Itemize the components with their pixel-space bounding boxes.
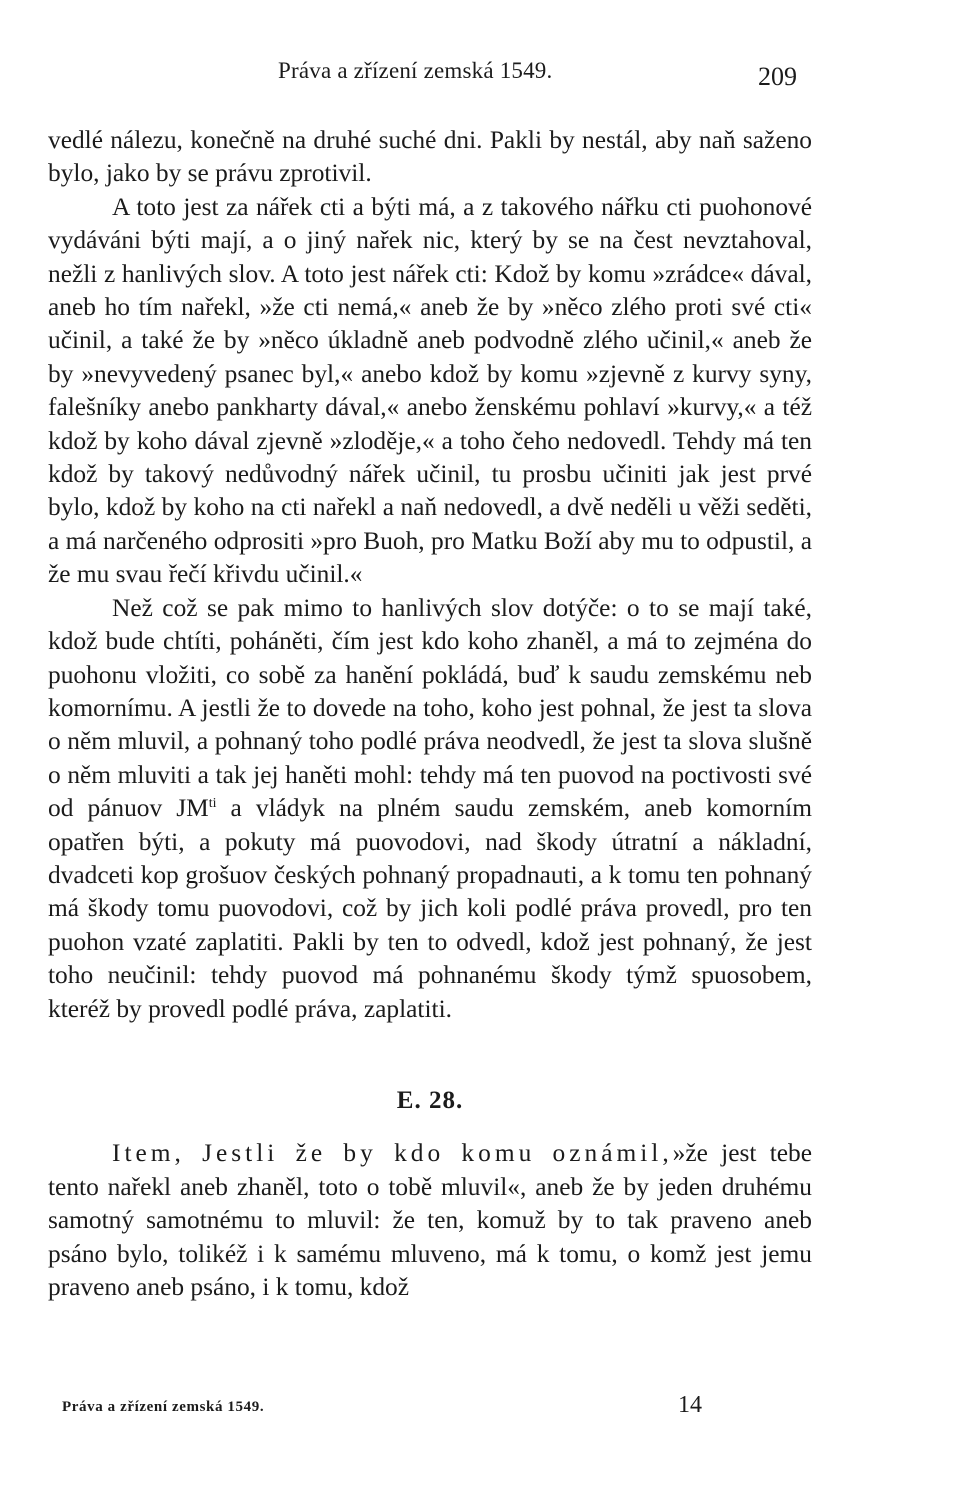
section-heading: E. 28. (396, 1086, 464, 1114)
body-text (48, 124, 812, 1304)
page-footer (0, 1392, 960, 1432)
running-title: Práva a zřízení zemská 1549. (278, 58, 553, 83)
running-head (0, 58, 960, 98)
paragraph-insults-part-1: Než což se pak mimo to hanlivých slov dotýče: o to se mají také, kdož bude chtíti, poháněti, čím jest kdo koho zhaněl, a má to zejména do puohonu vložiti, co sobě za hanění pokládá, buď k saudu zemskému neb komornímu. A jestli že to dovede na toho, koho jest pohnal, že jest ta slova o něm mluvil, a pohnaný toho podlé práva neodvedl, že jest ta slova slušně o něm mluviti a tak jej haněti mohl: tehdy má ten puovod na poctivosti své od pánuov JM (48, 593, 812, 823)
page-number: 209 (758, 62, 797, 91)
spaced-opening-words: Item, Jestli že by kdo komu oznámil, (112, 1139, 673, 1168)
superscript-ti: ti (208, 796, 217, 812)
section-e28-text: »že jest tebe tento nařekl aneb zhaněl, toto o tobě mluvil«, aneb že by jeden druhému samotný samotnému to mluvil: že ten, komuž by to tak praveno aneb psáno bylo, tolikéž i k samému mluveno, má k tomu, o komž jest jemu praveno aneb psáno, i k tomu, kdož (48, 1139, 812, 1301)
paragraph-section-e28 (48, 1137, 812, 1304)
sheet-number: 14 (678, 1392, 702, 1418)
paragraph-insults (48, 592, 812, 1026)
paragraph-continuation: vedlé nálezu, konečně na druhé suché dni. Pakli by nestál, aby naň saženo bylo, jako by se právu zprotivil. (48, 126, 812, 188)
paragraph-insults-part-2: a vládyk na plném saudu zemském, aneb komorním opatřen býti, a pokuty má puovodovi, nad škody útratní a nákladní, dvadceti kop grošuov českých pohnaný propadnauti, a k tomu ten pohnaný má škody tomu puovodovi, což by jich koli podlé práva provedl, pro ten puohon vzaté zaplatiti. Pakli by ten to odvedl, kdož jest pohnaný, že jest toho neučinil: tehdy puovod má pohnanému škody týmž spuosobem, kteréž by provedl podlé práva, zaplatiti. (48, 794, 812, 1023)
paragraph-defamation: A toto jest za nářek cti a býti má, a z takového nářku cti puohonové vydáváni býti mají, a o jiný nařek nic, který by se na čest nevztahoval, nežli z hanlivých slov. A toto jest nářek cti: Kdož by komu »zrádce« dával, aneb ho tím nařekl, »že cti nemá,« aneb že by »něco zlého proti své cti« učinil, a také že by »něco úkladně aneb podvodně zlého učinil,« aneb že by »nevyvedený psanec byl,« anebo kdož by komu »zjevně z kurvy syny, falešníky anebo pankharty dával,« anebo ženskému pohlaví »kurvy,« a též kdož by koho dával zjevně »zloděje,« a toho čeho nedovedl. Tehdy má ten kdož by takový nedůvodný nářek učinil, tu prosbu učiniti jak jest prvé bylo, kdož by koho na cti nařekl a naň nedovedl, a dvě neděli u věži seděti, a má narčeného odprositi »pro Buoh, pro Matku Boží aby mu to odpustil, a že mu svau řečí křivdu učinil.« (48, 192, 812, 589)
signature-title: Práva a zřízení zemská 1549. (62, 1399, 265, 1415)
